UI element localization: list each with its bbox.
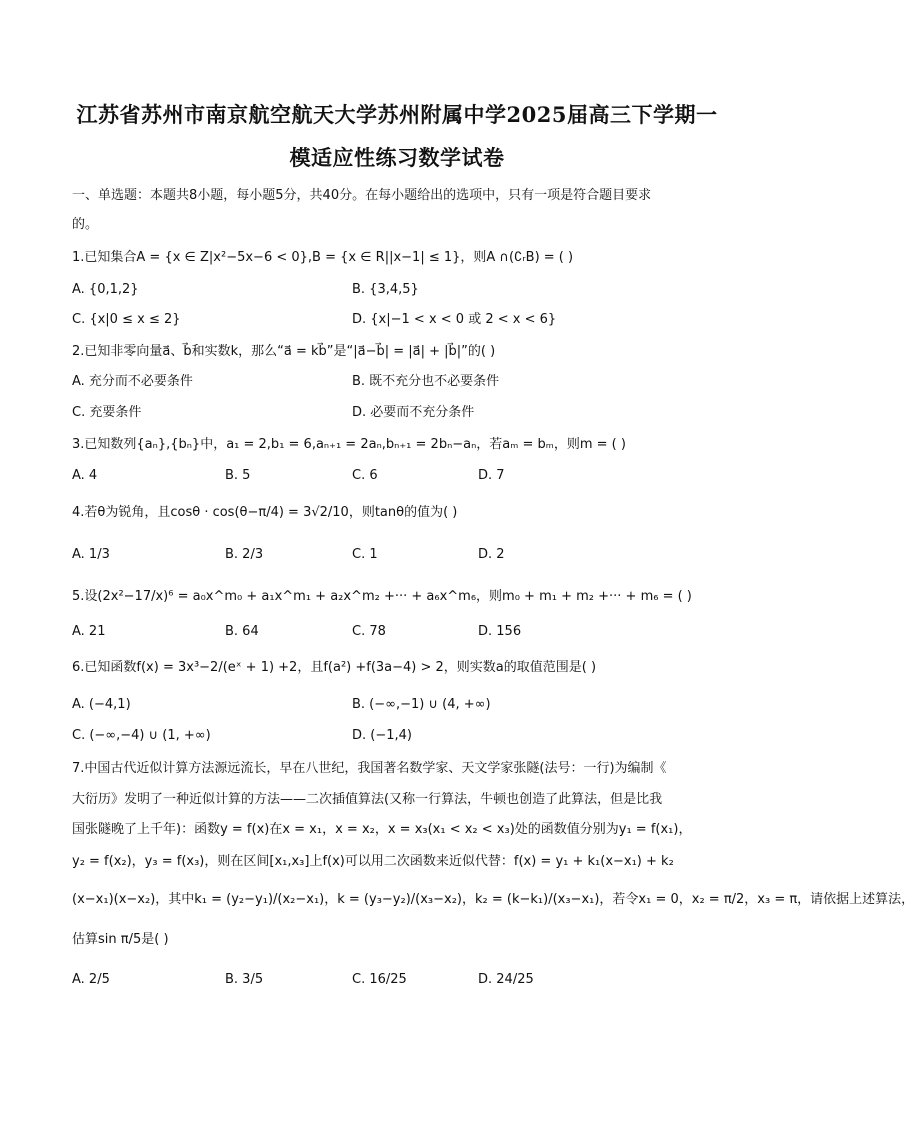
question-7-stem-line6: 估算sin π/5是( )	[72, 932, 169, 947]
question-1-option-d: D. {x|−1 < x < 0 或 2 < x < 6}	[352, 312, 557, 327]
question-7-option-c: C. 16/25	[352, 972, 407, 987]
question-6-option-c: C. (−∞,−4) ∪ (1, +∞)	[72, 728, 211, 743]
question-7-option-b: B. 3/5	[225, 972, 264, 987]
question-2-option-d: D. 必要而不充分条件	[352, 405, 475, 420]
question-1-option-c: C. {x|0 ≤ x ≤ 2}	[72, 312, 181, 327]
exam-title-line1: 江苏省苏州市南京航空航天大学苏州附属中学2025届高三下学期一	[76, 102, 718, 127]
exam-title-line2: 模适应性练习数学试卷	[289, 145, 505, 170]
question-7-stem-line1: 7.中国古代近似计算方法源远流长，早在八世纪，我国著名数学家、天文学家张隧(法号：一行)为编制《	[72, 761, 667, 776]
section-heading-line1: 一、单选题：本题共8小题，每小题5分，共40分。在每小题给出的选项中，只有一项是符合题目要求	[72, 188, 652, 203]
question-1-stem: 1.已知集合A = {x ∈ Z|x²−5x−6 < 0},B = {x ∈ R||x−1| ≤ 1}，则A ∩(∁ᵣB) = ( )	[72, 250, 574, 265]
question-4-option-a: A. 1/3	[72, 547, 110, 562]
question-3-option-a: A. 4	[72, 468, 98, 483]
question-3-option-d: D. 7	[478, 468, 505, 483]
question-5-option-a: A. 21	[72, 624, 106, 639]
question-2-stem: 2.已知非零向量a⃗、b⃗和实数k，那么“a⃗ = kb⃗”是“|a⃗−b⃗| = |a⃗| + |b⃗|”的( )	[72, 344, 496, 359]
question-6-option-b: B. (−∞,−1) ∪ (4, +∞)	[352, 697, 491, 712]
question-7-stem-line2: 大衍历》发明了一种近似计算的方法——二次插值算法(又称一行算法，牛顿也创造了此算法，但是比我	[72, 792, 663, 807]
question-4-stem: 4.若θ为锐角，且cosθ · cos(θ−π/4) = 3√2/10，则tanθ的值为( )	[72, 505, 458, 520]
question-5-option-b: B. 64	[225, 624, 259, 639]
question-6-option-a: A. (−4,1)	[72, 697, 131, 712]
question-1-option-b: B. {3,4,5}	[352, 282, 419, 297]
question-7-stem-line3: 国张隧晚了上千年)：函数y = f(x)在x = x₁，x = x₂，x = x₃(x₁ < x₂ < x₃)处的函数值分别为y₁ = f(x₁)，	[72, 822, 692, 837]
question-4-option-b: B. 2/3	[225, 547, 264, 562]
question-7-stem-line5: (x−x₁)(x−x₂)，其中k₁ = (y₂−y₁)/(x₂−x₁)，k = (y₃−y₂)/(x₃−x₂)，k₂ = (k−k₁)/(x₃−x₁)，若令x₁ = 0，x₂ = π/2，x₃ = π，请依据上述算法，	[72, 892, 914, 907]
question-5-stem: 5.设(2x²−17/x)⁶ = a₀x^m₀ + a₁x^m₁ + a₂x^m₂ +··· + a₆x^m₆，则m₀ + m₁ + m₂ +··· + m₆ = ( )	[72, 589, 692, 604]
question-3-stem: 3.已知数列{aₙ},{bₙ}中，a₁ = 2,b₁ = 6,aₙ₊₁ = 2aₙ,bₙ₊₁ = 2bₙ−aₙ，若aₘ = bₘ，则m = ( )	[72, 437, 626, 452]
question-7-option-a: A. 2/5	[72, 972, 110, 987]
section-heading-line2: 的。	[72, 217, 99, 232]
question-6-option-d: D. (−1,4)	[352, 728, 412, 743]
question-4-option-d: D. 2	[478, 547, 505, 562]
question-2-option-a: A. 充分而不必要条件	[72, 374, 193, 389]
question-2-option-c: C. 充要条件	[72, 405, 142, 420]
question-5-option-d: D. 156	[478, 624, 522, 639]
question-6-stem: 6.已知函数f(x) = 3x³−2/(eˣ + 1) +2，且f(a²) +f(3a−4) > 2，则实数a的取值范围是( )	[72, 660, 597, 675]
question-5-option-c: C. 78	[352, 624, 386, 639]
question-2-option-b: B. 既不充分也不必要条件	[352, 374, 500, 389]
question-1-option-a: A. {0,1,2}	[72, 282, 139, 297]
question-3-option-c: C. 6	[352, 468, 378, 483]
question-7-stem-line4: y₂ = f(x₂)，y₃ = f(x₃)，则在区间[x₁,x₃]上f(x)可以用二次函数来近似代替：f(x) = y₁ + k₁(x−x₁) + k₂	[72, 854, 674, 869]
question-3-option-b: B. 5	[225, 468, 251, 483]
question-7-option-d: D. 24/25	[478, 972, 534, 987]
question-4-option-c: C. 1	[352, 547, 378, 562]
